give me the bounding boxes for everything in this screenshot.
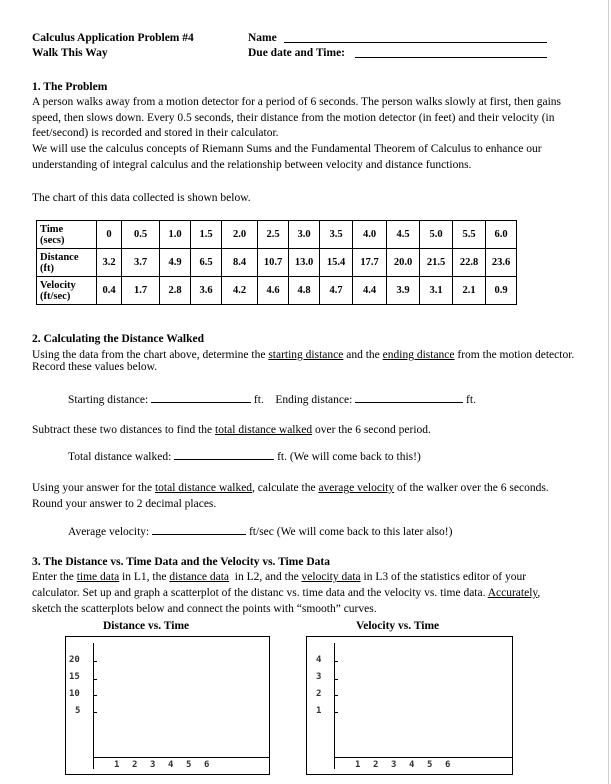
table-cell: 13.0	[289, 249, 320, 277]
starting-distance-field[interactable]	[151, 392, 251, 403]
total-distance-field[interactable]	[174, 449, 274, 460]
distance-xtick: 5	[186, 760, 192, 770]
distance-graph-title: Distance vs. Time	[103, 620, 190, 632]
table-row	[37, 277, 517, 305]
table-cell: 20.0	[387, 249, 420, 277]
table-cell: 1.7	[122, 277, 160, 305]
distance-vs-time-graph[interactable]	[65, 636, 270, 775]
total-distance-row	[68, 449, 421, 463]
table-cell: 5.5	[453, 221, 486, 249]
table-cell: 4.5	[387, 221, 420, 249]
velocity-xtick: 3	[391, 760, 397, 770]
distance-ytick: 15	[69, 672, 80, 682]
table-cell: 0	[97, 221, 122, 249]
velocity-xtick: 2	[373, 760, 379, 770]
row-header: Time (secs)	[37, 221, 97, 249]
table-cell: 4.0	[353, 221, 387, 249]
table-row	[37, 221, 517, 249]
subtract-instruction: Subtract these two distances to find the total distance walked over the 6 second period.	[32, 424, 431, 436]
table-cell: 1.5	[191, 221, 222, 249]
section-3-line-1: Enter the time data in L1, the distance data in L2, and the velocity data in L3 of the statistics editor of your	[32, 571, 527, 583]
table-cell: 10.7	[258, 249, 289, 277]
problem-paragraph: A person walks away from a motion detector for a period of 6 seconds. The person walks slowly at first, then gains speed, then slows down. Every 0.5 seconds, their distance from the motion detector (in feet) and their velocity (in feet/second) is recorded and stored in their calculator.	[32, 96, 561, 139]
velocity-x-axis	[334, 757, 512, 758]
table-cell: 4.9	[160, 249, 191, 277]
table-cell: 2.1	[453, 277, 486, 305]
starting-distance-row	[68, 392, 476, 406]
section-3-line-2: calculator. Set up and graph a scatterplot of the distanc vs. time data and the velocity vs. time data. Accurately,	[32, 587, 541, 599]
table-cell: 0.5	[122, 221, 160, 249]
table-cell: 2.8	[160, 277, 191, 305]
table-cell: 8.4	[222, 249, 258, 277]
section-3-heading: 3. The Distance vs. Time Data and the Velocity vs. Time Data	[32, 556, 330, 568]
table-cell: 22.8	[453, 249, 486, 277]
table-cell: 21.5	[420, 249, 453, 277]
ending-distance-label: Ending distance:	[275, 394, 353, 406]
distance-xtick: 4	[168, 760, 174, 770]
concepts-paragraph: We will use the calculus concepts of Riemann Sums and the Fundamental Theorem of Calculus to enhance our understanding of integral calculus and the relationship between velocity and distance functions.	[32, 143, 542, 171]
table-cell: 0.9	[486, 277, 517, 305]
worksheet-subtitle: Walk This Way	[32, 47, 108, 59]
velocity-ytick: 4	[316, 655, 322, 665]
starting-unit: ft.	[253, 394, 264, 406]
table-cell: 23.6	[486, 249, 517, 277]
table-row	[37, 249, 517, 277]
due-label: Due date and Time:	[248, 47, 346, 59]
table-cell: 4.6	[258, 277, 289, 305]
average-velocity-instruction: Using your answer for the total distance walked, calculate the average velocity of the walker over the 6 seconds.	[32, 482, 549, 494]
section-2-heading: 2. Calculating the Distance Walked	[32, 333, 204, 345]
ending-unit: ft.	[466, 394, 476, 406]
table-cell: 4.8	[289, 277, 320, 305]
table-cell: 17.7	[353, 249, 387, 277]
table-cell: 3.7	[122, 249, 160, 277]
velocity-xtick: 5	[427, 760, 433, 770]
average-velocity-field[interactable]	[152, 524, 246, 535]
table-cell: 3.6	[191, 277, 222, 305]
table-cell: 4.7	[320, 277, 353, 305]
distance-ytick: 20	[69, 655, 80, 665]
section-2-instructions: Using the data from the chart above, determine the starting distance and the ending distance from the motion detector. Record these values below.	[32, 349, 575, 373]
section-3-line-3: sketch the scatterplots below and connect the points with “smooth” curves.	[32, 603, 377, 615]
distance-xtick: 2	[132, 760, 138, 770]
velocity-vs-time-graph[interactable]	[306, 636, 513, 775]
distance-xtick: 3	[150, 760, 156, 770]
distance-ytick: 5	[75, 706, 81, 716]
name-label: Name	[248, 32, 277, 44]
ending-distance-field[interactable]	[355, 392, 463, 403]
velocity-xtick: 1	[355, 760, 361, 770]
due-field[interactable]	[355, 46, 547, 58]
velocity-xtick: 6	[445, 760, 451, 770]
average-velocity-note: ft/sec (We will come back to this later also!)	[248, 526, 453, 538]
table-cell: 4.2	[222, 277, 258, 305]
row-header: Distance (ft)	[37, 249, 97, 277]
total-distance-note: ft. (We will come back to this!)	[277, 451, 421, 463]
table-cell: 3.1	[420, 277, 453, 305]
table-cell: 3.0	[289, 221, 320, 249]
table-cell: 15.4	[320, 249, 353, 277]
table-cell: 6.5	[191, 249, 222, 277]
average-velocity-row	[68, 524, 452, 538]
name-field[interactable]	[284, 31, 547, 43]
velocity-graph-title: Velocity vs. Time	[356, 620, 440, 632]
velocity-ytick: 3	[316, 672, 322, 682]
starting-distance-label: Starting distance:	[68, 394, 149, 406]
table-cell: 4.4	[353, 277, 387, 305]
table-cell: 1.0	[160, 221, 191, 249]
table-cell: 2.0	[222, 221, 258, 249]
distance-xtick: 1	[114, 760, 120, 770]
velocity-xtick: 4	[409, 760, 415, 770]
table-cell: 2.5	[258, 221, 289, 249]
total-distance-label: Total distance walked:	[68, 451, 172, 463]
worksheet-title: Calculus Application Problem #4	[32, 32, 194, 44]
velocity-ytick: 1	[316, 706, 322, 716]
rounding-instruction: Round your answer to 2 decimal places.	[32, 498, 217, 510]
table-cell: 3.9	[387, 277, 420, 305]
table-cell: 3.2	[97, 249, 122, 277]
table-cell: 0.4	[97, 277, 122, 305]
velocity-ytick: 2	[316, 689, 322, 699]
distance-x-axis	[93, 757, 269, 758]
chart-intro: The chart of this data collected is shown below.	[32, 192, 251, 204]
section-1-heading: 1. The Problem	[32, 81, 108, 93]
average-velocity-label: Average velocity:	[68, 526, 150, 538]
table-cell: 5.0	[420, 221, 453, 249]
table-cell: 3.5	[320, 221, 353, 249]
row-header: Velocity (ft/sec)	[37, 277, 97, 305]
data-table	[36, 220, 517, 305]
distance-ytick: 10	[69, 689, 80, 699]
distance-xtick: 6	[204, 760, 210, 770]
page-edge	[608, 0, 609, 784]
table-cell: 6.0	[486, 221, 517, 249]
